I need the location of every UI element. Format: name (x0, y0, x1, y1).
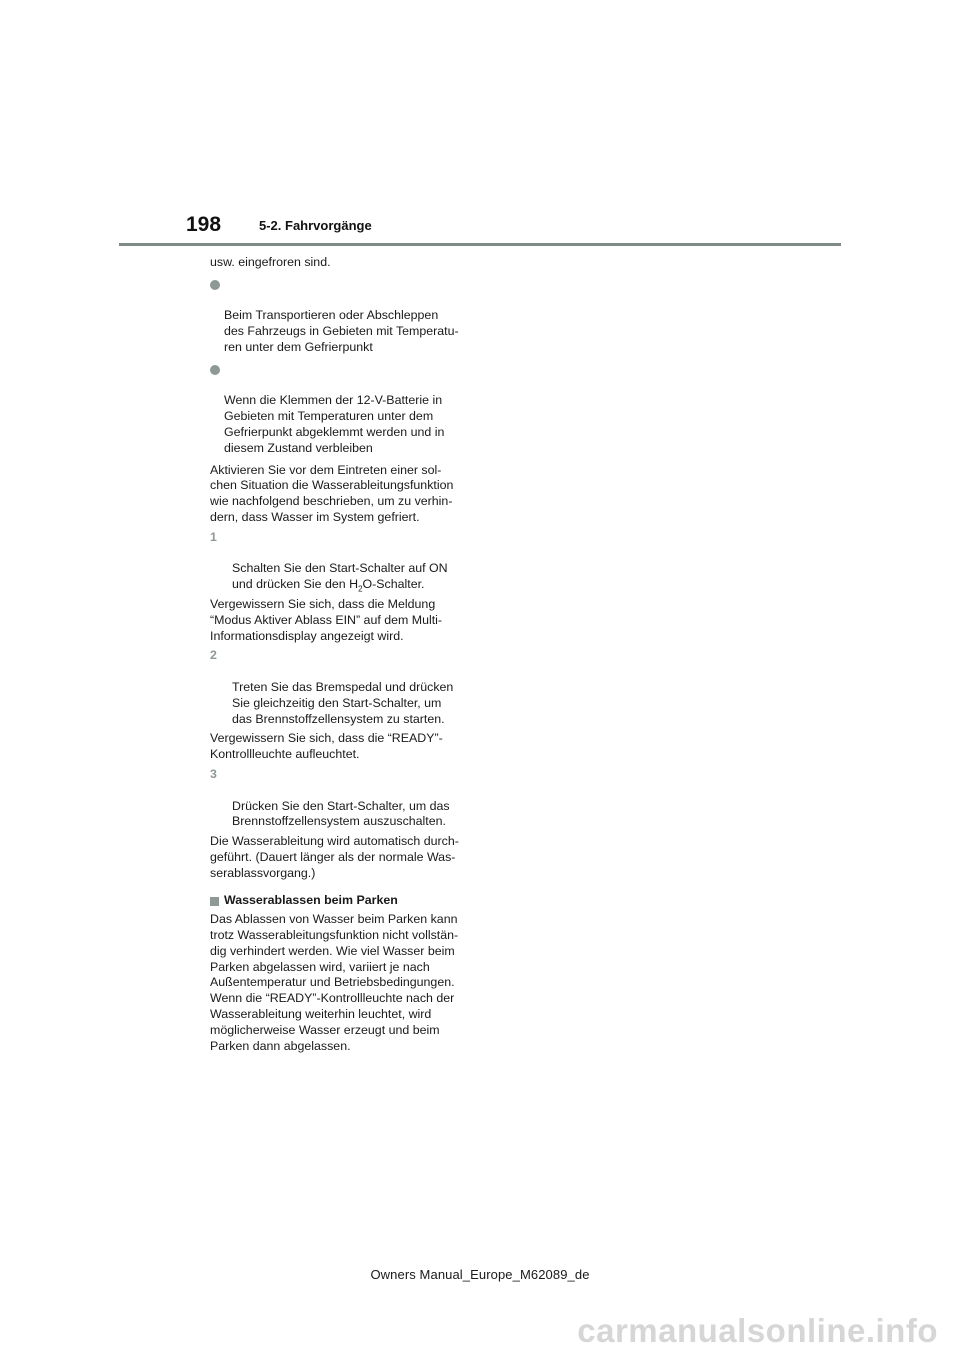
bullet-item (210, 362, 480, 457)
paragraph-verify-message: Vergewissern Sie sich, dass die Meldung “Modus Aktiver Ablass EIN” auf dem Multi- Informationsdisplay angezeigt wird. (210, 596, 443, 643)
header-divider (119, 243, 841, 246)
bullet-item (210, 277, 480, 356)
bullet-text: Wenn die Klemmen der 12-V-Batterie in Gebieten mit Temperaturen unter dem Gefrierpunkt abgeklemmt werden und in diesem Zustand verbleiben (224, 393, 445, 455)
step-text: Treten Sie das Bremspedal und drücken Sie gleichzeitig den Start-Schalter, um das Brennstoffzellensystem zu starten. (232, 679, 454, 726)
footer-text: Owners Manual_Europe_M62089_de (370, 1267, 590, 1282)
subheading (210, 893, 480, 909)
paragraph-auto-drain: Die Wasserableitung wird automatisch durch- geführt. (Dauert länger als der normale Was- serablassvorgang.) (210, 834, 459, 880)
paragraph-verify-ready: Vergewissern Sie sich, dass die “READY”- Kontrollleuchte aufleuchtet. (210, 731, 443, 762)
square-bullet-icon (210, 897, 219, 906)
bullet-dot-icon (210, 280, 220, 290)
step-number: 3 (210, 766, 217, 781)
step-number: 1 (210, 529, 217, 544)
intro-text: usw. eingefroren sind. (210, 255, 331, 269)
bullet-dot-icon (210, 365, 220, 375)
step-number: 2 (210, 648, 217, 663)
bullet-text: Beim Transportieren oder Abschleppen des Fahrzeugs in Gebieten mit Temperatu- ren unter dem Gefrierpunkt (224, 308, 459, 354)
step-1 (210, 530, 480, 593)
subheading-text: Wasserablassen beim Parken (224, 893, 398, 908)
watermark: carmanualsonline.info (577, 1312, 938, 1349)
step-text: Schalten Sie den Start-Schalter auf ON und drücken Sie den $H_2O$-Schalter. (232, 561, 448, 594)
page-number: 198 (186, 213, 222, 236)
paragraph-activate: Aktivieren Sie vor dem Eintreten einer sol- chen Situation die Wasserableitungsfunktion wie nachfolgend beschrieben, um zu verhin- dern, dass Wasser im System gefriert. (210, 462, 454, 524)
step-2 (210, 648, 480, 727)
step-3 (210, 767, 480, 830)
main-content (210, 255, 480, 1058)
section-title: 5-2. Fahrvorgänge (259, 218, 372, 233)
step-text: Drücken Sie den Start-Schalter, um das Brennstoffzellensystem auszuschalten. (232, 798, 450, 829)
paragraph-parking: Das Ablassen von Wasser beim Parken kann trotz Wasserableitungsfunktion nicht vollstän- dig verhindert werden. Wie viel Wasser beim Parken abgelassen wird, variiert je nach Außentemperatur und Betriebsbedingungen. Wenn die “READY”-Kontrollleuchte nach der Wasserableitung weiterhin leuchtet, wird möglicherweise Wasser erzeugt und beim Parken dann abgelassen. (210, 912, 459, 1053)
